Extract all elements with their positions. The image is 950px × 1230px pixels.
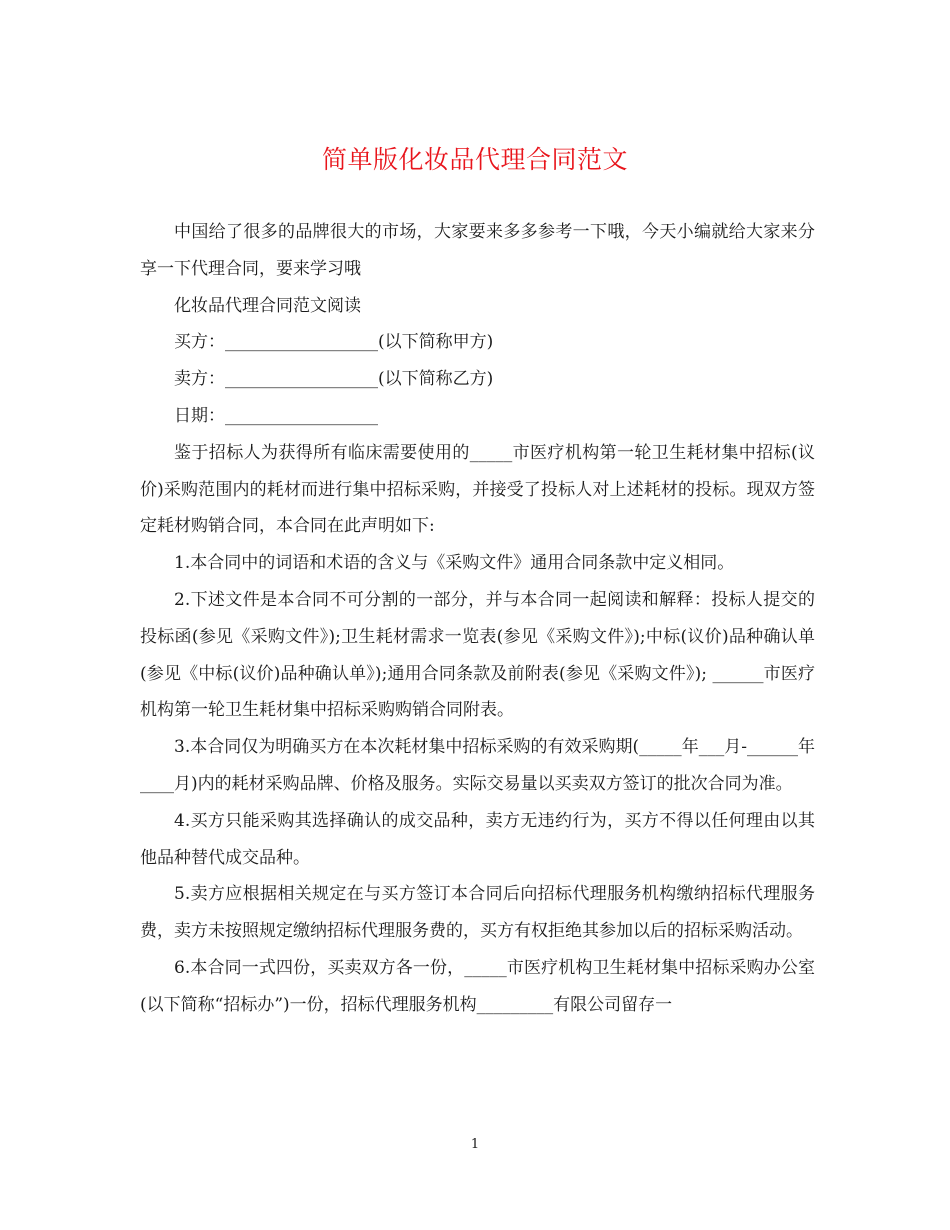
preamble-paragraph: 鉴于招标人为获得所有临床需要使用的_____市医疗机构第一轮卫生耗材集中招标(议价)采购范围内的耗材而进行集中招标采购，并接受了投标人对上述耗材的投标。现双方签定耗材购销合同，本合同在此声明如下: [140,442,815,537]
clause-6: 6.本合同一式四份，买卖双方各一份，_____市医疗机构卫生耗材集中招标采购办公室(以下简称“招标办”)一份，招标代理服务机构_________有限公司留存一 [140,957,815,1015]
clause-1: 1.本合同中的词语和术语的含义与《采购文件》通用合同条款中定义相同。 [174,553,735,574]
document-body [140,214,815,1024]
date-line: 日期：__________________ [174,405,378,426]
clause-3: 3.本合同仅为明确买方在本次耗材集中招标采购的有效采购期(_____年___月-______年____月)内的耗材采购品牌、价格及服务。实际交易量以买卖双方签订的批次合同为准。 [140,737,815,794]
clause-2: 2.下述文件是本合同不可分割的一部分，并与本合同一起阅读和解释：投标人提交的投标函(参见《采购文件》);卫生耗材需求一览表(参见《采购文件》);中标(议价)品种确认单(参见《中标(议价)品种确认单》);通用合同条款及前附表(参见《采购文件》); ______市医疗机构第一轮卫生耗材集中招标采购购销合同附表。 [140,589,815,721]
document-title: 简单版化妆品代理合同范文 [321,145,628,174]
section-heading: 化妆品代理合同范文阅读 [174,295,361,316]
clause-5: 5.卖方应根据相关规定在与买方签订本合同后向招标代理服务机构缴纳招标代理服务费，卖方未按照规定缴纳招标代理服务费的，买方有权拒绝其参加以后的招标采购活动。 [140,884,815,942]
intro-paragraph: 中国给了很多的品牌很大的市场，大家要来多多参考一下哦，今天小编就给大家来分享一下代理合同，要来学习哦 [140,222,815,279]
seller-line: 卖方：__________________(以下简称乙方) [174,369,494,390]
clause-4: 4.买方只能采购其选择确认的成交品种，卖方无违约行为，买方不得以任何理由以其他品种替代成交品种。 [140,810,815,868]
page-number: 1 [470,1137,480,1152]
buyer-line: 买方：__________________(以下简称甲方) [174,332,494,353]
